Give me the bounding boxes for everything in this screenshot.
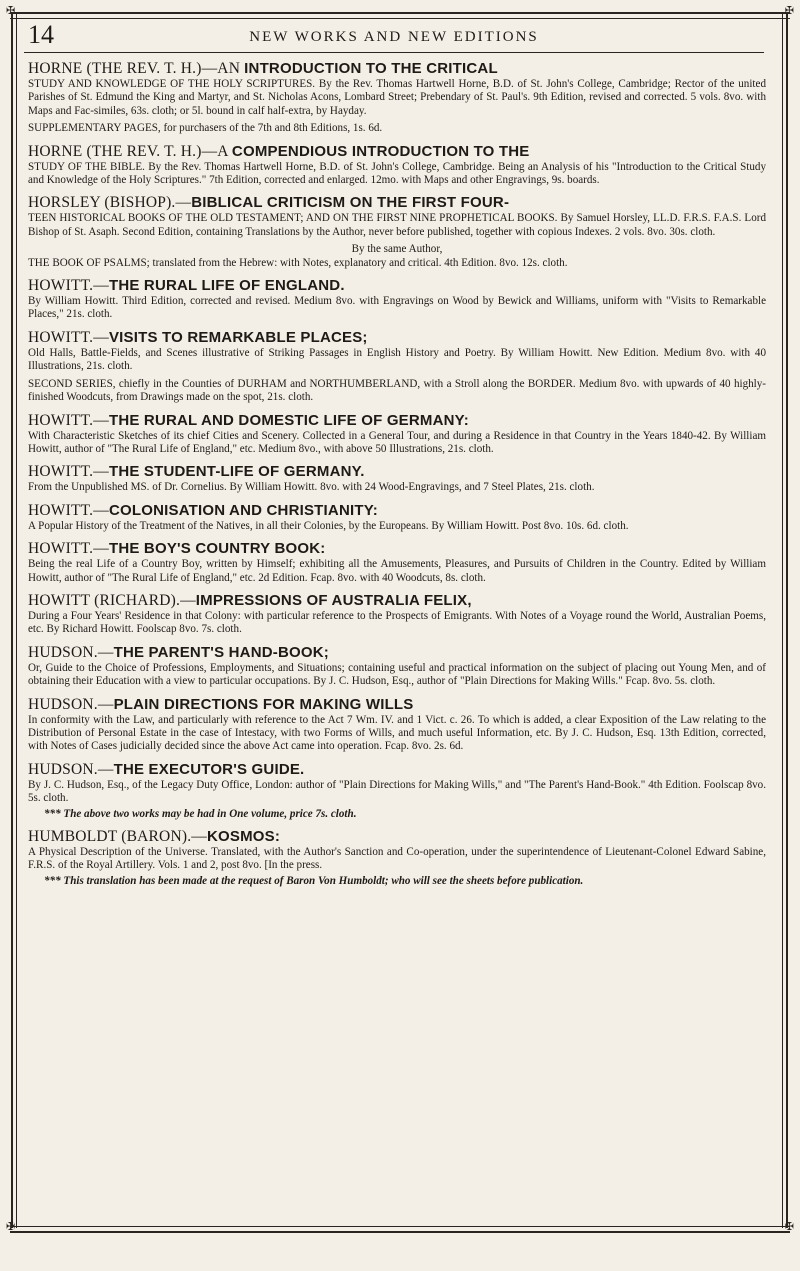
entry-description: With Characteristic Sketches of its chief Cities and Scenery. Collected in a General Tour, and during a Residence in that Country in the Years 1840-42. By William Howitt, author of "The Rural Life of England," etc. Medium 8vo., with above 50 Illustrations, 21s. cloth. [28,429,766,455]
corner-ornament-icon: ✠ [784,1221,794,1233]
catalogue-entry [28,60,766,136]
entry-heading [28,761,766,778]
entry-description: Being the real Life of a Country Boy, written by Himself; exhibiting all the Amusements, Pleasures, and Pursuits of Children in the Country. Edited by William Howitt, author of "The Rural Life of England," etc. 2d Edition. Fcap. 8vo. with 40 Woodcuts, 8s. cloth. [28,558,766,584]
catalogue-entry [28,761,766,806]
entry-heading [28,828,766,845]
catalogue-entry [28,143,766,188]
entry-author: HORNE (THE REV. T. H.)—AN [28,60,241,77]
entry-heading [28,644,766,661]
entry-author: HUDSON.— [28,643,114,661]
entry-author: HORSLEY (BISHOP).— [28,194,192,212]
entry-title: PLAIN DIRECTIONS FOR MAKING WILLS [113,695,414,713]
catalogue-entry [28,696,766,754]
entry-heading [28,592,766,609]
catalogue-entry [28,329,766,405]
left-border-rule [11,14,17,1228]
entry-description: STUDY OF THE BIBLE. By the Rev. Thomas Hartwell Horne, B.D. of St. John's College, Cambridge. Being an Analysis of his "Introduction to the Critical Study and Knowledge of the Holy Scriptures." 7th Edition, corrected and enlarged. 12mo. with Maps and other Engravings, 9s. boards. [28,160,766,187]
entry-author: HOWITT.— [28,463,109,481]
editorial-note: *** The above two works may be had in One volume, price 7s. cloth. [44,807,357,820]
entry-same-author: By the same Author, [351,243,443,256]
corner-ornament-icon: ✠ [6,5,16,17]
entry-description: In conformity with the Law, and particularly with reference to the Act 7 Wm. IV. and 1 Vict. c. 26. To which is added, a clear Exposition of the Law relating to the Distribution of Personal Estate in the case of Intestacy, with two Forms of Wills, and much useful Information, etc. By J. C. Hudson, Esq. 13th Edition, corrected, with Notes of Cases judicially decided since the above Act came into operation. Fcap. 8vo. 2s. 6d. [28,713,766,753]
catalogue-entries [28,60,766,895]
entry-description: A Physical Description of the Universe. Translated, with the Author's Sanction and Co-operation, under the superintendence of Lieutenant-Colonel Edward Sabine, F.R.S. of the Royal Artillery. Vols. 1 and 2, post 8vo. [In the press. [28,846,766,872]
entry-author: HOWITT.— [28,501,109,519]
entry-title: THE RURAL AND DOMESTIC LIFE OF GERMANY: [108,411,469,429]
entry-description: STUDY AND KNOWLEDGE OF THE HOLY SCRIPTURES. By the Rev. Thomas Hartwell Horne, B.D. of St. John's College, Cambridge; Rector of the united Parishes of St. Edmund the King and Martyr, and St. Nicholas Acons, Lombard Street; Prebendary of St. Paul's. 9th Edition, revised and corrected. 5 vols. 8vo. with Maps and Fac-similes, 63s. cloth; or 5l. bound in calf half-extra, by Hayday. [28,78,766,117]
entry-author: HUDSON.— [28,695,114,713]
editorial-note: *** This translation has been made at the request of Baron Von Humboldt; who will see the sheets before publication. [44,874,584,887]
catalogue-entry [28,540,766,585]
running-title: NEW WORKS AND NEW EDITIONS [249,29,539,45]
entry-title: BIBLICAL CRITICISM ON THE FIRST FOUR- [191,194,510,212]
corner-ornament-icon: ✠ [784,5,794,17]
entry-supplement: THE BOOK OF PSALMS; translated from the Hebrew: with Notes, explanatory and critical. 4th Edition. 8vo. 12s. cloth. [28,256,568,269]
entry-title: INTRODUCTION TO THE CRITICAL [244,60,498,77]
entry-title: THE PARENT'S HAND-BOOK; [113,643,329,661]
page-header [24,20,764,53]
page-number: 14 [28,20,54,49]
entry-supplement: SECOND SERIES, chiefly in the Counties of DURHAM and NORTHUMBERLAND, with a Stroll along the BORDER. Medium 8vo. with upwards of 40 highly-finished Woodcuts, from Drawings made on the spot, 21s. cloth. [28,377,766,404]
bottom-border-rule [10,1226,790,1233]
entry-title: THE STUDENT-LIFE OF GERMANY. [108,463,365,481]
entry-author: HOWITT.— [28,540,109,558]
entry-description: During a Four Years' Residence in that Colony: with particular reference to the Prospects of Emigrants. With Notes of a Voyage round the World, Australian Poems, etc. By Richard Howitt. Foolscap 8vo. 7s. cloth. [28,609,766,636]
catalogue-entry [28,644,766,689]
entry-title: COMPENDIOUS INTRODUCTION TO THE [231,142,530,160]
entry-heading [28,329,766,346]
entry-title: THE RURAL LIFE OF ENGLAND. [108,277,345,295]
top-border-rule [10,12,790,19]
entry-author: HORNE (THE REV. T. H.)—A [28,142,228,160]
entry-author: HOWITT.— [28,277,109,295]
entry-description: Or, Guide to the Choice of Professions, Employments, and Situations; containing useful and practical information on the subject of placing out Young Men, and of obtaining their Education with a view to particular occupations. By J. C. Hudson, Esq., author of "Plain Directions for Making Wills." Fcap. 8vo. 5s. cloth. [28,661,766,688]
entry-description: TEEN HISTORICAL BOOKS OF THE OLD TESTAMENT; AND ON THE FIRST NINE PROPHETICAL BOOKS. By Samuel Horsley, LL.D. F.R.S. F.A.S. Lord Bishop of St. Asaph. Second Edition, containing Translations by the Author, never before published, together with copious Indexes. 2 vols. 8vo. 30s. cloth. [28,212,766,238]
entry-title: COLONISATION AND CHRISTIANITY: [108,501,378,519]
entry-heading [28,502,766,519]
entry-heading [28,143,766,160]
entry-title: KOSMOS: [206,828,281,845]
entry-title: THE EXECUTOR'S GUIDE. [113,760,305,778]
entry-description: Old Halls, Battle-Fields, and Scenes illustrative of Striking Passages in English History and Poetry. By William Howitt. New Edition. Medium 8vo. with 40 Illustrations, 21s. cloth. [28,346,766,373]
right-border-rule [782,14,788,1228]
entry-heading [28,463,766,480]
entry-description: From the Unpublished MS. of Dr. Cornelius. By William Howitt. 8vo. with 24 Wood-Engravings, and 7 Steel Plates, 21s. cloth. [28,481,595,494]
entry-heading [28,412,766,429]
catalogue-entry [28,194,766,270]
entry-heading [28,277,766,294]
catalogue-entry [28,592,766,637]
entry-supplement: SUPPLEMENTARY PAGES, for purchasers of the 7th and 8th Editions, 1s. 6d. [28,122,383,135]
entry-title: THE BOY'S COUNTRY BOOK: [108,540,326,558]
corner-ornament-icon: ✠ [6,1221,16,1233]
entry-description: By J. C. Hudson, Esq., of the Legacy Duty Office, London: author of "Plain Directions for Making Wills," and "The Parent's Hand-Book." 4th Edition. Foolscap 8vo. 5s. cloth. [28,778,766,805]
entry-heading [28,696,766,713]
entry-description: A Popular History of the Treatment of the Natives, in all their Colonies, by the Europeans. By William Howitt. Post 8vo. 10s. 6d. cloth. [28,519,629,532]
entry-heading [28,194,766,211]
entry-author: HOWITT.— [28,411,109,429]
entry-title: IMPRESSIONS OF AUSTRALIA FELIX, [195,591,472,609]
entry-heading [28,60,766,77]
catalogue-entry [28,828,766,873]
entry-heading [28,540,766,557]
entry-author: HOWITT (RICHARD).— [28,591,196,609]
catalogue-entry [28,463,766,494]
entry-author: HOWITT.— [28,328,109,346]
entry-author: HUMBOLDT (BARON).— [28,828,207,845]
entry-title: VISITS TO REMARKABLE PLACES; [108,328,368,346]
catalogue-entry [28,277,766,322]
catalogue-entry [28,502,766,533]
entry-author: HUDSON.— [28,760,114,778]
catalogue-entry [28,412,766,457]
entry-description: By William Howitt. Third Edition, corrected and revised. Medium 8vo. with Engravings on Wood by Bewick and Williams, uniform with "Visits to Remarkable Places," 21s. cloth. [28,295,766,321]
